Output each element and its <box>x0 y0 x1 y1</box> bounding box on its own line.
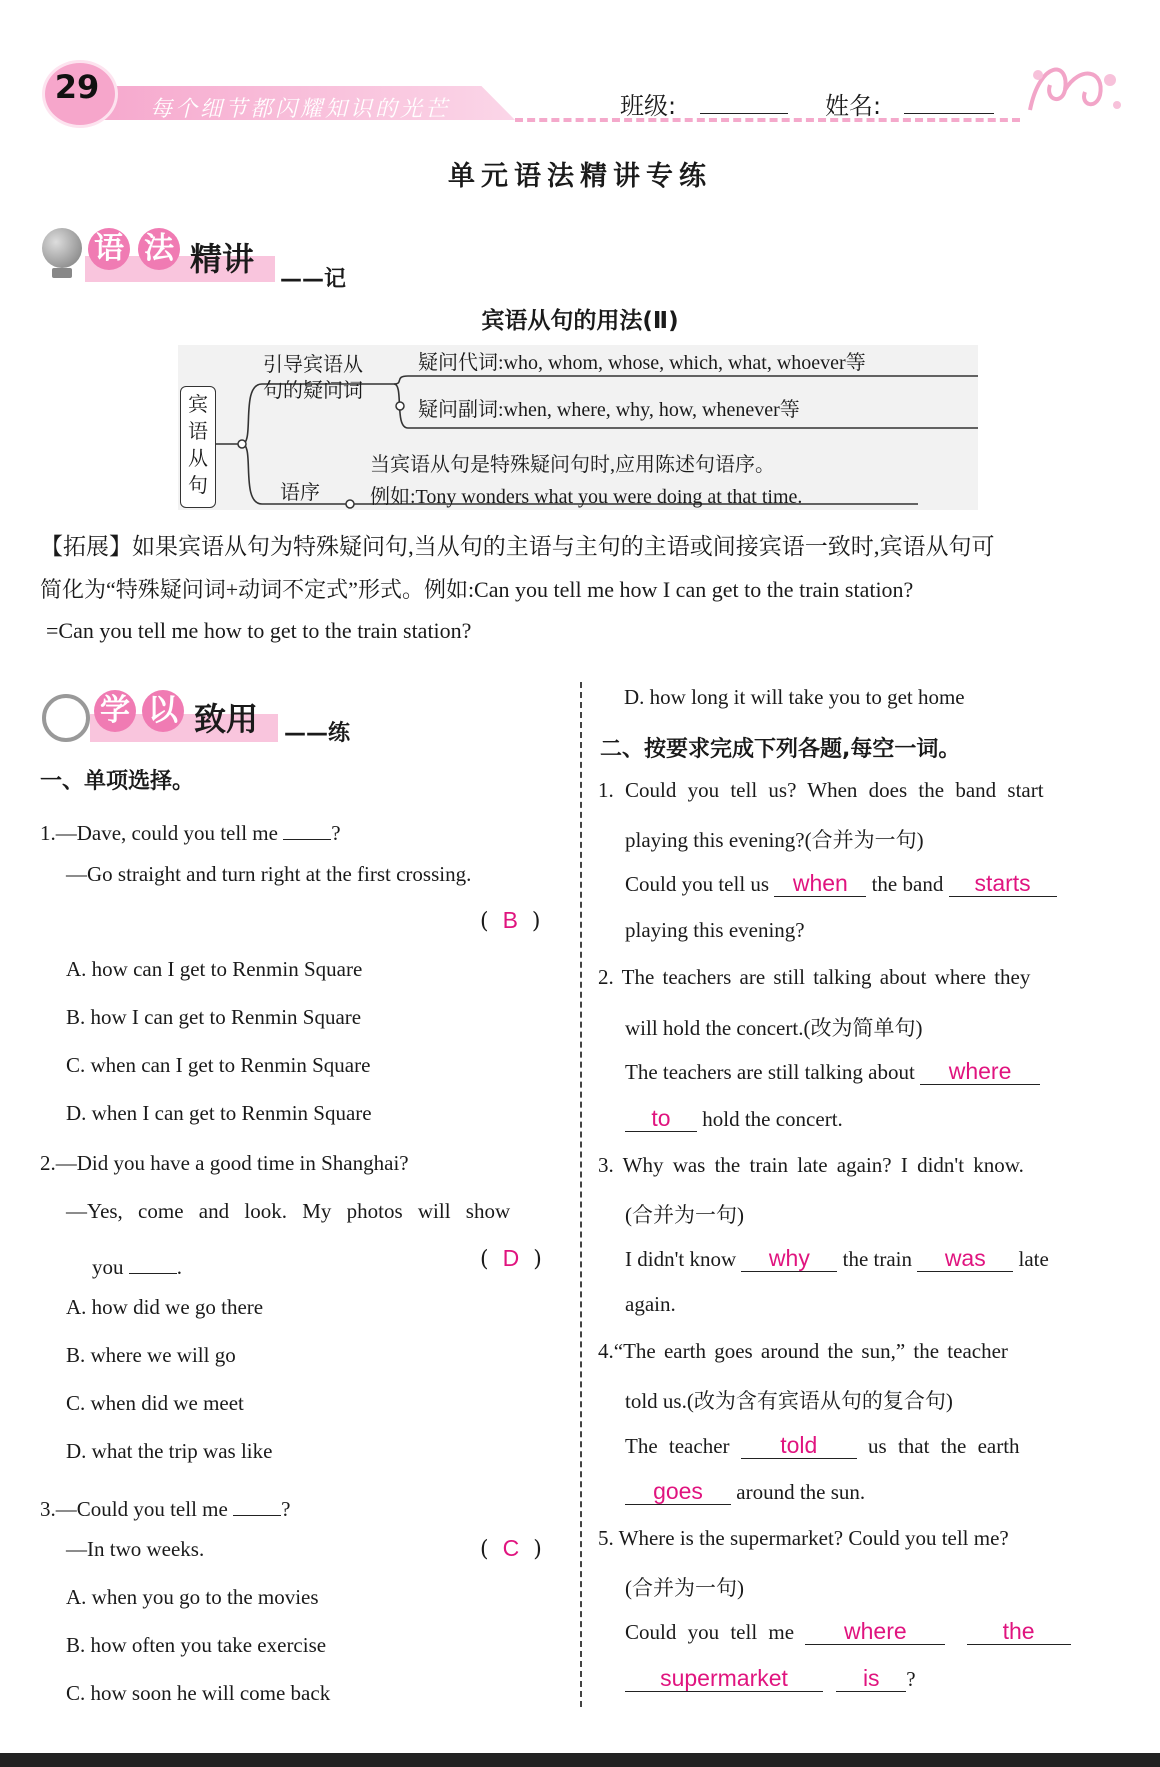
section1-char2: 法 <box>138 228 180 270</box>
p2q5-answer-line2 <box>625 1665 916 1692</box>
order-label: 语序 <box>280 480 320 504</box>
q2-reply-cont-text: you <box>92 1255 124 1279</box>
p2q2-line1: 2. The teachers are still talking about where they <box>598 965 1031 989</box>
q3-stem <box>40 1489 290 1522</box>
p2q4-line2: told us.(改为含有宾语从句的复合句) <box>625 1389 953 1413</box>
p2q2-answer-line <box>625 1058 1040 1085</box>
root-char: 宾 <box>188 392 208 416</box>
q1-option: D. when I can get to Renmin Square <box>66 1101 372 1125</box>
section2-suffix: ——练 <box>284 721 351 746</box>
p2q5-pre: Could you tell me <box>625 1620 795 1644</box>
pronouns-leaf: 疑问代词:who, whom, whose, which, what, whoever等 <box>418 352 866 374</box>
p2q4-pre: The teacher <box>625 1434 730 1458</box>
p2q5-blank: where <box>805 1618 945 1645</box>
q1-option: A. how can I get to Renmin Square <box>66 957 363 981</box>
page-title: 单元语法精讲专练 <box>448 161 712 192</box>
q1-option: B. how I can get to Renmin Square <box>66 1005 362 1029</box>
order-rule: 当宾语从句是特殊疑问句时,应用陈述句语序。 <box>370 454 775 476</box>
part1-heading: 一、单项选择。 <box>40 769 195 794</box>
diagram-title: 宾语从句的用法(Ⅱ) <box>481 308 679 334</box>
section1-char1: 语 <box>88 228 130 270</box>
q3-option: C. how soon he will come back <box>66 1681 331 1705</box>
p2q1-blank: starts <box>949 870 1057 897</box>
q2-reply-cont-end: . <box>176 1255 182 1279</box>
q1-option: C. when can I get to Renmin Square <box>66 1053 371 1077</box>
section1-badge-text: 精讲 <box>190 240 255 278</box>
root-char: 句 <box>188 473 208 497</box>
p2q4-blank: goes <box>625 1478 731 1505</box>
diagram-connectors <box>0 0 1160 520</box>
root-char: 从 <box>188 446 208 470</box>
name-label: 姓名: <box>825 92 882 120</box>
p2q4-mid: us that the earth <box>868 1434 1020 1458</box>
p2q1-line2: playing this evening?(合并为一句) <box>625 828 924 852</box>
p2q4-post: around the sun. <box>736 1480 866 1504</box>
q1-answer-paren: ( B ) <box>480 907 541 934</box>
p2q5-blank: is <box>836 1665 906 1692</box>
q1-stem-end: ? <box>331 821 341 845</box>
p2q3-mid: the train <box>842 1247 913 1271</box>
p2q2-post: hold the concert. <box>702 1107 843 1131</box>
p2q1-answer-line <box>625 870 1057 897</box>
p2q4-blank: told <box>741 1432 857 1459</box>
p2q4-answer-line <box>625 1432 1020 1459</box>
branch-label-line1: 引导宾语从 <box>263 352 363 376</box>
p2q4-line1: 4.“The earth goes around the sun,” the teacher <box>598 1339 1008 1363</box>
p2q3-line2: (合并为一句) <box>625 1203 744 1227</box>
branch-label-line2: 句的疑问词 <box>263 378 363 402</box>
q3-stem-text: 3.—Could you tell me <box>40 1497 228 1521</box>
q3-option: A. when you go to the movies <box>66 1585 319 1609</box>
q2-answer-paren: ( D ) <box>480 1245 542 1272</box>
adverbs-leaf: 疑问副词:when, where, why, how, whenever等 <box>418 399 800 421</box>
p2q3-line4: again. <box>625 1292 676 1316</box>
page-number: 29 <box>54 68 100 106</box>
q1-answer: B <box>502 907 518 933</box>
alarm-clock-icon <box>42 694 90 742</box>
part2-heading: 二、按要求完成下列各题,每空一词。 <box>600 737 961 762</box>
q2-blank <box>129 1247 177 1274</box>
q3-stem-end: ? <box>281 1497 291 1521</box>
p2q3-line1: 3. Why was the train late again? I didn't know. <box>598 1153 1024 1177</box>
p2q3-post: late <box>1018 1247 1049 1271</box>
q2-answer: D <box>502 1245 520 1271</box>
p2q2-blank: to <box>625 1105 697 1132</box>
q2-option: B. where we will go <box>66 1343 236 1367</box>
p2q5-blank: supermarket <box>625 1665 823 1692</box>
q1-stem <box>40 813 341 846</box>
section2-char1: 学 <box>94 690 136 732</box>
q2-option: D. what the trip was like <box>66 1439 273 1463</box>
p2q5-line2: (合并为一句) <box>625 1576 744 1600</box>
p2q4-answer-line2 <box>625 1478 865 1505</box>
expansion-line1: 【拓展】如果宾语从句为特殊疑问句,当从句的主语与主句的主语或间接宾语一致时,宾语从句可 <box>40 534 995 559</box>
q1-reply: —Go straight and turn right at the first crossing. <box>66 862 472 886</box>
section2-badge-text: 致用 <box>194 700 259 738</box>
p2q1-pre: Could you tell us <box>625 872 770 896</box>
q2-reply: —Yes, come and look. My photos will show <box>66 1199 511 1223</box>
q2-stem: 2.—Did you have a good time in Shanghai? <box>40 1151 409 1175</box>
header-slogan: 每个细节都闪耀知识的光芒 <box>150 97 451 122</box>
p2q3-blank: why <box>741 1245 837 1272</box>
q2-option: C. when did we meet <box>66 1391 244 1415</box>
section1-suffix: ——记 <box>280 267 347 292</box>
p2q1-line4: playing this evening? <box>625 918 805 942</box>
q3-reply: —In two weeks. <box>66 1537 205 1561</box>
q3-answer-paren: ( C ) <box>480 1535 542 1562</box>
order-example: 例如:Tony wonders what you were doing at that time. <box>370 486 803 508</box>
q3-option: D. how long it will take you to get home <box>624 685 965 709</box>
expansion-line3: =Can you tell me how to get to the train station? <box>46 618 472 643</box>
p2q5-line1: 5. Where is the supermarket? Could you tell me? <box>598 1526 1009 1550</box>
p2q2-blank: where <box>920 1058 1040 1085</box>
section2-char2: 以 <box>142 690 184 732</box>
q2-option: A. how did we go there <box>66 1295 264 1319</box>
class-label: 班级: <box>620 92 677 120</box>
p2q1-line1: 1. Could you tell us? When does the band start <box>598 778 1044 802</box>
p2q5-blank: the <box>967 1618 1071 1645</box>
root-char: 语 <box>188 419 208 443</box>
p2q5-post: ? <box>906 1667 916 1691</box>
p2q2-pre: The teachers are still talking about <box>625 1060 915 1084</box>
q1-blank <box>283 813 331 840</box>
p2q5-answer-line <box>625 1618 1071 1645</box>
p2q1-mid: the band <box>871 872 944 896</box>
p2q3-answer-line <box>625 1245 1049 1272</box>
q1-stem-text: 1.—Dave, could you tell me <box>40 821 278 845</box>
p2q3-pre: I didn't know <box>625 1247 737 1271</box>
q3-blank <box>233 1489 281 1516</box>
p2q1-blank: when <box>774 870 866 897</box>
p2q2-answer-line2 <box>625 1105 843 1132</box>
q3-option: B. how often you take exercise <box>66 1633 327 1657</box>
column-divider <box>580 682 582 1707</box>
p2q2-line2: will hold the concert.(改为简单句) <box>625 1016 923 1040</box>
q3-answer: C <box>502 1535 520 1561</box>
q2-reply-cont <box>92 1247 182 1280</box>
bottom-edge-bar <box>0 1753 1160 1767</box>
p2q3-blank: was <box>917 1245 1013 1272</box>
expansion-line2: 简化为“特殊疑问词+动词不定式”形式。例如:Can you tell me how I can get to the train station? <box>40 577 914 602</box>
